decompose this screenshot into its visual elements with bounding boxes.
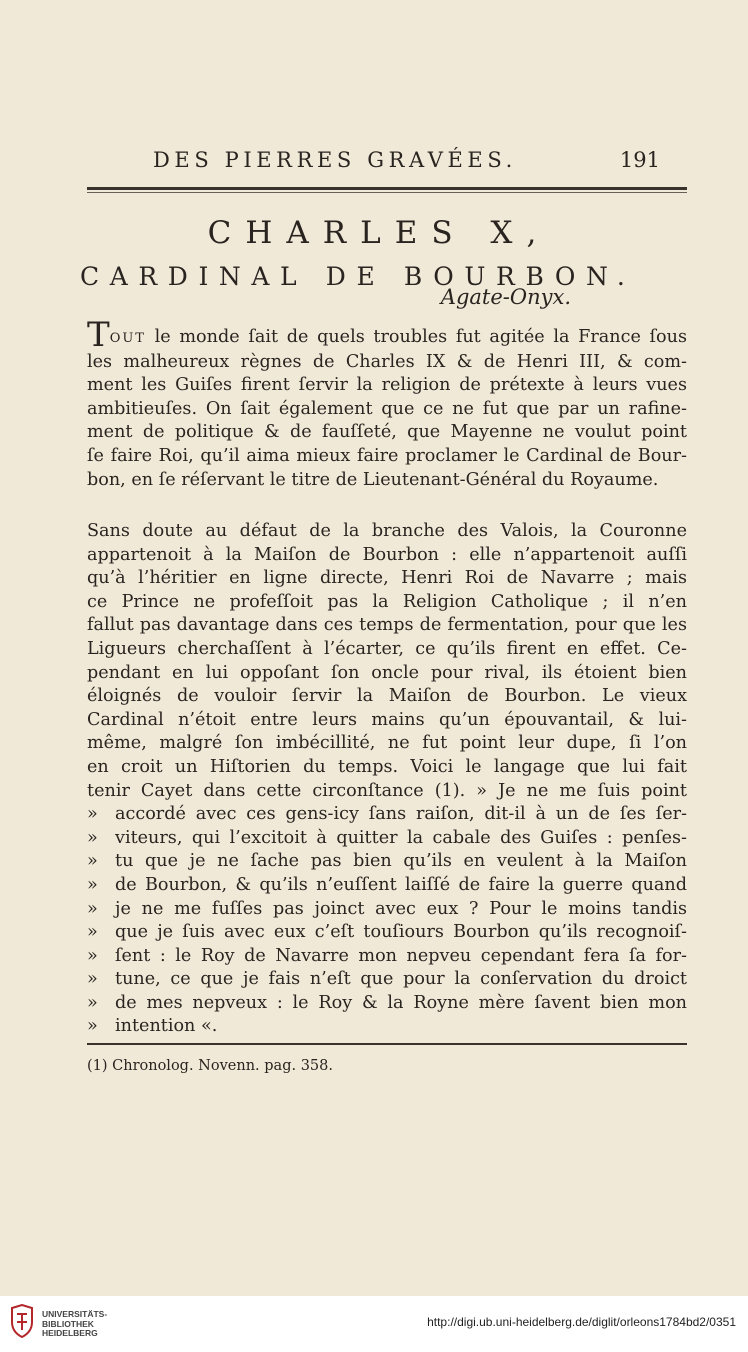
quote-mark: »	[87, 1016, 98, 1037]
quoted-line: » tu que je ne ſache pas bien qu’ils en veulent à la Maiſon	[87, 850, 687, 874]
quoted-line: » ſent : le Roy de Navarre mon nepveu cependant fera ſa for-	[87, 945, 687, 969]
text-line: pendant en lui oppoſant ſon oncle pour rival, ils étoient bien	[87, 662, 687, 683]
quote-mark: »	[87, 969, 98, 990]
text-line: ſe faire Roi, qu’il aima mieux faire proclamer le Cardinal de Bour-	[87, 445, 687, 466]
quote-mark: »	[87, 945, 98, 966]
quoted-line: » viteurs, qui l’excitoit à quitter la cabale des Guiſes : penſes-	[87, 827, 687, 851]
library-footer	[0, 1296, 748, 1352]
material-label: Agate-Onyx.	[440, 285, 571, 309]
quote-mark: »	[87, 851, 98, 872]
running-head	[60, 148, 660, 178]
permalink-url[interactable]: http://digi.ub.uni-heidelberg.de/diglit/orleons1784bd2/0351	[427, 1315, 736, 1329]
library-name	[42, 1310, 107, 1339]
university-seal-icon	[8, 1304, 36, 1338]
quote-mark: »	[87, 992, 98, 1013]
text-line: TOUT le monde ſait de quels troubles fut agitée la France ſous	[87, 315, 687, 355]
header-rule-thin	[87, 192, 687, 193]
text-line: Ligueurs cherchaſſent à l’écarter, ce qu’ils firent en effet. Ce-	[87, 638, 687, 659]
text-line: appartenoit à la Maiſon de Bourbon : elle n’appartenoit auſſi	[87, 544, 687, 565]
footnote-rule	[87, 1043, 687, 1045]
text-line: Sans doute au défaut de la branche des Valois, la Couronne	[87, 521, 687, 541]
text-line: Cardinal n’étoit entre leurs mains qu’un épouvantail, & lui-	[87, 709, 687, 730]
footnote: (1) Chronolog. Novenn. pag. 358.	[87, 1058, 333, 1074]
quoted-line: » de Bourbon, & qu’ils n’euſſent laiſſé de faire la guerre quand	[87, 874, 687, 898]
text-line: ambitieuſes. On ſait également que ce ne fut que par un rafine-	[87, 398, 687, 419]
page-subtitle-heading: CARDINAL DE BOURBON.	[80, 262, 636, 291]
text-line: tenir Cayet dans cette circonſtance (1). » Je ne me ſuis point	[87, 780, 687, 801]
paragraph-1	[87, 315, 687, 492]
text-line: ment de politique & de fauſſeté, que Mayenne ne voulut point	[87, 422, 687, 443]
page-number: 191	[619, 148, 660, 172]
text-line: ment les Guiſes firent ſervir la religion de prétexte à leurs vues	[87, 375, 687, 396]
quote-mark: »	[87, 874, 98, 895]
library-name-line: BIBLIOTHEK	[42, 1318, 94, 1329]
library-name-line: UNIVERSITÄTS-	[42, 1309, 108, 1319]
quote-mark: »	[87, 827, 98, 848]
quote-mark: »	[87, 804, 98, 825]
text-line: fallut pas davantage dans ces temps de fermentation, pour que les	[87, 615, 687, 636]
text-line: bon, en ſe réſervant le titre de Lieutenant-Général du Royaume.	[87, 469, 659, 490]
quoted-line: » de mes nepveux : le Roy & la Royne mère ſavent bien mon	[87, 992, 687, 1016]
text-line: qu’à l’héritier en ligne directe, Henri Roi de Navarre ; mais	[87, 568, 687, 589]
quote-mark: »	[87, 922, 98, 943]
text-line: éloignés de vouloir ſervir la Maiſon de Bourbon. Le vieux	[87, 686, 687, 707]
page-title: CHARLES X,	[207, 215, 551, 251]
paragraph-2	[87, 520, 687, 1039]
header-rule	[87, 187, 687, 190]
quoted-line: » accordé avec ces gens-icy ſans raiſon, dit-il à un de ſes ſer-	[87, 803, 687, 827]
quoted-line: » je ne me fuſſes pas joinct avec eux ? Pour le moins tandis	[87, 898, 687, 922]
text-line: même, malgré ſon imbécillité, ne fut point leur dupe, ſi l’on	[87, 733, 687, 754]
quoted-line: » que je ſuis avec eux c’eſt touſiours Bourbon qu’ils recognoiſ-	[87, 921, 687, 945]
text-line: ce Prince ne profeſſoit pas la Religion Catholique ; il n’en	[87, 591, 687, 612]
quoted-line: » tune, ce que je fais n’eſt que pour la conſervation du droict	[87, 968, 687, 992]
small-caps: OUT	[109, 331, 146, 346]
running-head-title: DES PIERRES GRAVÉES.	[153, 148, 517, 172]
text-line: en croit un Hiſtorien du temps. Voici le langage que lui fait	[87, 756, 687, 777]
drop-cap: T	[87, 315, 110, 355]
library-name-line: HEIDELBERG	[42, 1328, 98, 1338]
quote-mark: »	[87, 898, 98, 919]
quoted-line: » intention «.	[87, 1015, 687, 1039]
text-line: les malheureux règnes de Charles IX & de Henri III, & com-	[87, 351, 687, 372]
